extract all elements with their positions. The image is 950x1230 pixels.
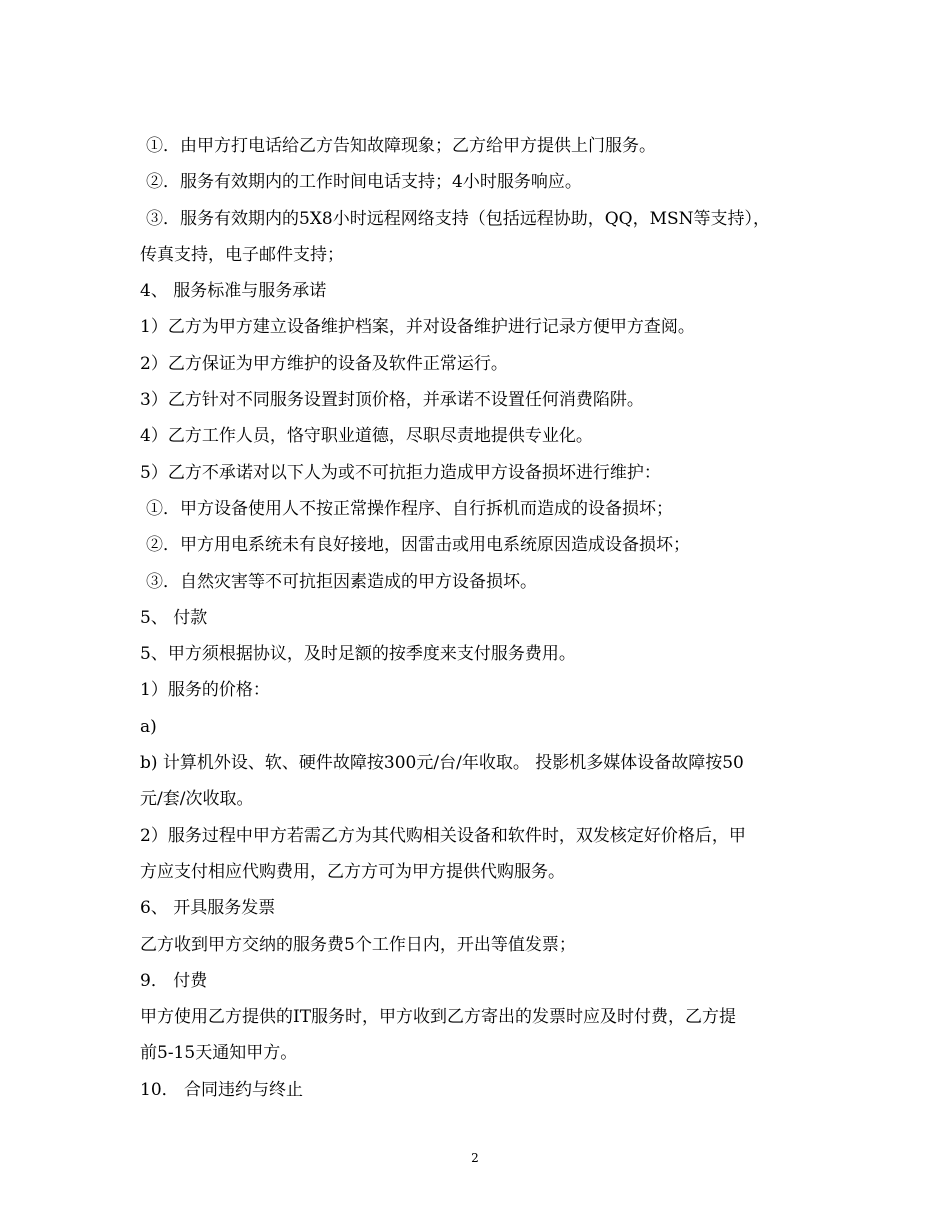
text-line: ①．甲方设备使用人不按正常操作程序、自行拆机而造成的设备损坏； — [146, 498, 673, 519]
text-line: ②．服务有效期内的工作时间电话支持；4小时服务响应。 — [146, 172, 582, 193]
text-line: a) — [140, 716, 157, 737]
document-body — [140, 128, 810, 1108]
text-line: 3）乙方针对不同服务设置封顶价格，并承诺不设置任何消费陷阱。 — [140, 390, 644, 411]
text-line: 传真支持，电子邮件支持； — [140, 244, 344, 265]
section-heading: 10． 合同违约与终止 — [140, 1079, 304, 1100]
text-line: 5）乙方不承诺对以下人为或不可抗拒力造成甲方设备损坏进行维护： — [140, 462, 661, 483]
text-line: ③．服务有效期内的5X8小时远程网络支持（包括远程协助，QQ，MSN等支持）， — [146, 208, 771, 229]
section-heading: 9． 付费 — [140, 970, 208, 991]
text-line: 元/套/次收取。 — [140, 789, 254, 810]
section-heading: 6、 开具服务发票 — [140, 898, 276, 919]
text-line: 1）服务的价格： — [140, 680, 270, 701]
page-number: 2 — [471, 1151, 479, 1165]
section-heading: 4、 服务标准与服务承诺 — [140, 281, 327, 302]
text-line: ③．自然灾害等不可抗拒因素造成的甲方设备损坏。 — [146, 571, 537, 592]
text-line: 前5-15天通知甲方。 — [140, 1043, 298, 1064]
text-line: 方应支付相应代购费用，乙方方可为甲方提供代购服务。 — [140, 861, 565, 882]
text-line: ①．由甲方打电话给乙方告知故障现象；乙方给甲方提供上门服务。 — [146, 136, 656, 156]
text-line: 1）乙方为甲方建立设备维护档案，并对设备维护进行记录方便甲方查阅。 — [140, 317, 695, 338]
text-line: 乙方收到甲方交纳的服务费5个工作日内，开出等值发票； — [140, 934, 576, 955]
text-line: 2）服务过程中甲方若需乙方为其代购相关设备和软件时，双发核定好价格后，甲 — [140, 825, 746, 846]
text-line: b) 计算机外设、软、硬件故障按300元/台/年收取。 投影机多媒体设备故障按50 — [140, 753, 744, 774]
section-heading: 5、 付款 — [140, 607, 208, 628]
text-line: 甲方使用乙方提供的IT服务时，甲方收到乙方寄出的发票时应及时付费，乙方提 — [140, 1007, 737, 1028]
text-line: ②．甲方用电系统未有良好接地，因雷击或用电系统原因造成设备损坏； — [146, 535, 690, 556]
text-line: 5、甲方须根据协议，及时足额的按季度来支付服务费用。 — [140, 644, 576, 665]
text-line: 2）乙方保证为甲方维护的设备及软件正常运行。 — [140, 353, 508, 374]
text-line: 4）乙方工作人员，恪守职业道德，尽职尽责地提供专业化。 — [140, 426, 593, 447]
